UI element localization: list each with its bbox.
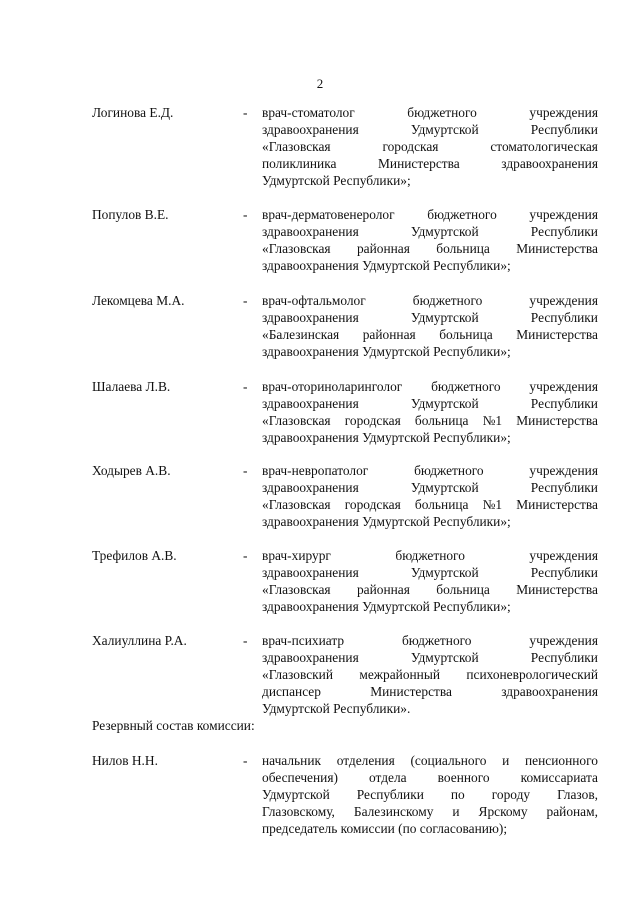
position-line [262, 700, 598, 717]
position-word: здравоохранения Удмуртской Республики»; [262, 430, 511, 445]
position-word: межрайонный [359, 667, 441, 682]
position-word: учреждения [529, 633, 598, 648]
position-word: бюджетного [395, 548, 465, 563]
position-line [262, 496, 598, 513]
position-word: врач-невропатолог [262, 463, 369, 478]
dash-separator: - [243, 105, 248, 120]
position-word: учреждения [529, 463, 598, 478]
position-line [262, 598, 598, 615]
position-word: врач-дерматовенеролог [262, 207, 395, 222]
position-line [262, 326, 598, 343]
member-position [262, 104, 598, 189]
position-word: «Глазовская [262, 582, 331, 597]
position-word: здравоохранения [262, 565, 359, 580]
position-line [262, 564, 598, 581]
member-name: Нилов Н.Н. [92, 753, 158, 768]
member-name: Халиуллина Р.А. [92, 633, 187, 648]
position-word: Республики [530, 224, 598, 239]
position-word: пенсионного [525, 753, 598, 768]
position-line [262, 513, 598, 530]
position-word: бюджетного [431, 379, 501, 394]
position-word: «Глазовский [262, 667, 333, 682]
dash-separator: - [243, 293, 248, 308]
position-word: «Глазовская [262, 497, 331, 512]
position-word: Глазовскому, [262, 804, 335, 819]
position-word: Министерства [516, 327, 598, 342]
position-line [262, 240, 598, 257]
position-word: врач-психиатр [262, 633, 345, 648]
position-word: Министерства [516, 413, 598, 428]
position-word: здравоохранения [262, 224, 359, 239]
position-line [262, 172, 598, 189]
position-word: психоневрологический [466, 667, 598, 682]
position-line [262, 803, 598, 820]
position-word: Республики [530, 396, 598, 411]
position-word: учреждения [529, 293, 598, 308]
dash-separator: - [243, 753, 248, 768]
position-word: «Балезинская [262, 327, 340, 342]
member-position [262, 462, 598, 530]
dash-separator: - [243, 548, 248, 563]
member-name: Трефилов А.В. [92, 548, 177, 563]
member-position [262, 206, 598, 274]
position-word: городская [344, 497, 401, 512]
position-line [262, 121, 598, 138]
position-word: Ярскому [478, 804, 528, 819]
position-word: по [450, 787, 465, 802]
position-word: учреждения [529, 207, 598, 222]
member-name: Лекомцева М.А. [92, 293, 185, 308]
position-word: больница [414, 497, 469, 512]
position-word: Республики [530, 565, 598, 580]
position-word: «Глазовская [262, 139, 331, 154]
position-line [262, 769, 598, 786]
position-word: врач-оториноларинголог [262, 379, 403, 394]
position-word: больница [436, 582, 490, 597]
position-line [262, 257, 598, 274]
position-line [262, 343, 598, 360]
position-word: больница [414, 413, 469, 428]
position-word: Республики [530, 480, 598, 495]
position-word: Министерства [516, 582, 598, 597]
position-word: Балезинскому [353, 804, 434, 819]
position-word: Республики [530, 650, 598, 665]
position-word: Министерства [370, 684, 452, 699]
position-word: Удмуртской Республики»; [262, 173, 411, 188]
position-line [262, 155, 598, 172]
position-word: здравоохранения [262, 396, 359, 411]
position-word: председатель комиссии (по согласованию); [262, 821, 508, 836]
position-word: городу [491, 787, 531, 802]
position-line [262, 683, 598, 700]
member-position [262, 378, 598, 446]
position-word: Удмуртской [410, 122, 479, 137]
position-word: районная [356, 582, 410, 597]
position-word: здравоохранения [501, 684, 598, 699]
position-word: бюджетного [412, 293, 483, 308]
position-word: бюджетного [414, 463, 484, 478]
position-line [262, 820, 598, 837]
position-line [262, 632, 598, 649]
position-word: здравоохранения Удмуртской Республики»; [262, 344, 511, 359]
position-word: отделения [336, 753, 395, 768]
position-line [262, 223, 598, 240]
position-word: учреждения [529, 105, 598, 120]
position-word: Удмуртской [262, 787, 330, 802]
position-word: №1 [482, 497, 503, 512]
position-word: бюджетного [407, 105, 477, 120]
position-word: Удмуртской [410, 565, 479, 580]
position-word: обеспечения) [262, 770, 338, 785]
member-name: Популов В.Е. [92, 207, 169, 222]
position-word: бюджетного [401, 633, 472, 648]
member-name: Ходырев А.В. [92, 463, 171, 478]
position-word: городская [382, 139, 439, 154]
position-word: стоматологическая [490, 139, 598, 154]
position-word: и [502, 753, 510, 768]
position-word: Удмуртской [410, 480, 479, 495]
position-word: Глазов, [557, 787, 598, 802]
dash-separator: - [243, 207, 248, 222]
position-word: (социального [410, 753, 487, 768]
position-line [262, 479, 598, 496]
position-line [262, 752, 598, 769]
position-line [262, 547, 598, 564]
position-line [262, 206, 598, 223]
position-word: №1 [482, 413, 503, 428]
position-line [262, 104, 598, 121]
member-position [262, 292, 598, 360]
position-word: Республики [530, 122, 598, 137]
position-line [262, 412, 598, 429]
position-line [262, 786, 598, 803]
position-word: поликлиника [262, 156, 337, 171]
position-word: здравоохранения [262, 122, 359, 137]
position-word: городская [344, 413, 401, 428]
position-word: «Глазовская [262, 413, 331, 428]
position-word: врач-хирург [262, 548, 331, 563]
position-word: и [452, 804, 460, 819]
position-word: учреждения [529, 379, 598, 394]
position-word: здравоохранения [501, 156, 598, 171]
position-word: отдела [369, 770, 407, 785]
position-word: бюджетного [427, 207, 497, 222]
position-line [262, 581, 598, 598]
position-line [262, 292, 598, 309]
position-word: здравоохранения [262, 310, 359, 325]
member-name: Шалаева Л.В. [92, 379, 171, 394]
dash-separator: - [243, 633, 248, 648]
reserve-heading: Резервный состав комиссии: [92, 718, 255, 733]
position-word: здравоохранения [262, 480, 359, 495]
position-word: Удмуртской [410, 396, 479, 411]
position-word: начальник [262, 753, 321, 768]
member-position [262, 752, 598, 837]
position-word: районная [356, 241, 410, 256]
member-position [262, 632, 598, 717]
position-line [262, 309, 598, 326]
page-number: 2 [316, 76, 324, 91]
position-word: Удмуртской [410, 650, 479, 665]
position-line [262, 462, 598, 479]
position-word: «Глазовская [262, 241, 331, 256]
position-word: Республики [530, 310, 598, 325]
position-word: комиссариата [520, 770, 598, 785]
member-position [262, 547, 598, 615]
position-word: врач-стоматолог [262, 105, 355, 120]
position-word: Удмуртской [410, 310, 479, 325]
dash-separator: - [243, 463, 248, 478]
position-word: больница [439, 327, 493, 342]
position-word: Министерства [516, 497, 598, 512]
position-word: военного [437, 770, 490, 785]
position-word: Министерства [378, 156, 460, 171]
position-word: здравоохранения Удмуртской Республики»; [262, 599, 511, 614]
position-word: Удмуртской [410, 224, 479, 239]
position-word: здравоохранения Удмуртской Республики»; [262, 258, 511, 273]
position-word: районная [362, 327, 416, 342]
position-line [262, 429, 598, 446]
position-word: Удмуртской Республики». [262, 701, 411, 716]
position-line [262, 649, 598, 666]
dash-separator: - [243, 379, 248, 394]
position-word: Республики [356, 787, 424, 802]
position-line [262, 378, 598, 395]
position-line [262, 395, 598, 412]
member-name: Логинова Е.Д. [92, 105, 174, 120]
position-word: здравоохранения [262, 650, 359, 665]
position-word: учреждения [529, 548, 598, 563]
position-word: здравоохранения Удмуртской Республики»; [262, 514, 511, 529]
position-word: больница [436, 241, 490, 256]
position-word: диспансер [262, 684, 321, 699]
position-word: районам, [546, 804, 598, 819]
position-word: врач-офтальмолог [262, 293, 366, 308]
position-line [262, 666, 598, 683]
position-word: Министерства [516, 241, 598, 256]
position-line [262, 138, 598, 155]
